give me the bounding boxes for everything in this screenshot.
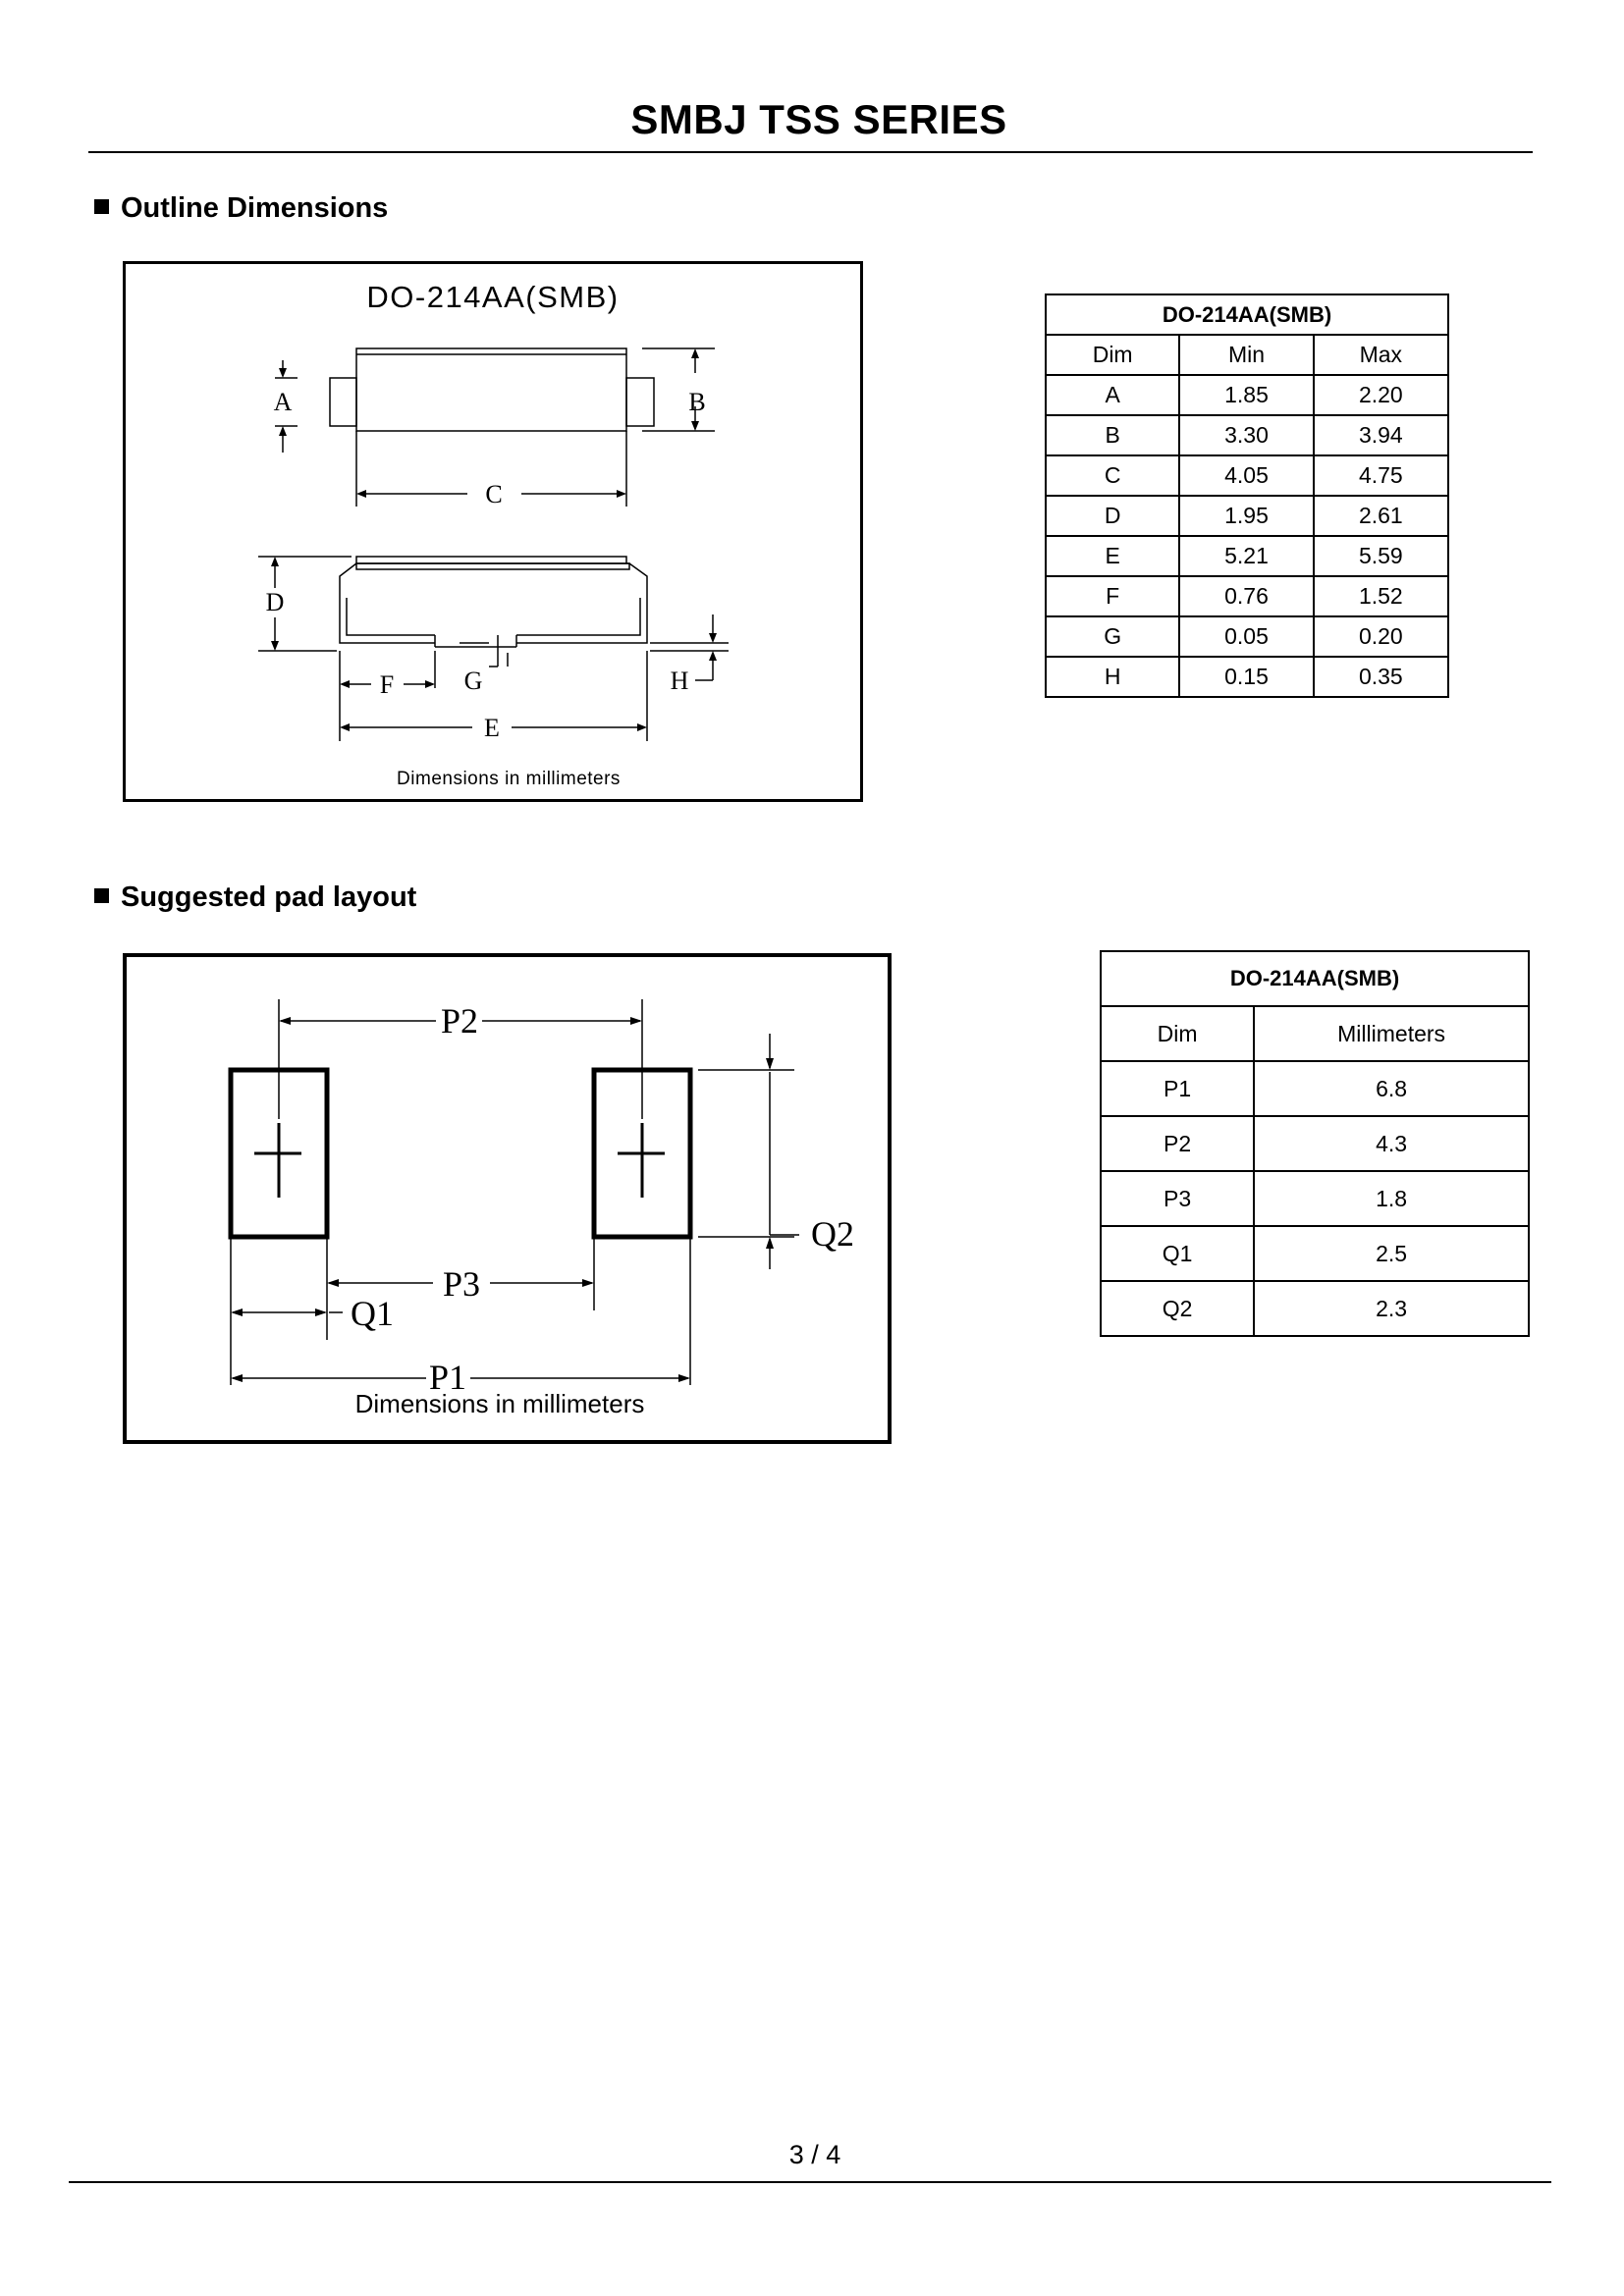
cell-dim: H	[1046, 657, 1179, 697]
column-header: Dim	[1046, 335, 1179, 375]
cell-mm: 4.3	[1254, 1116, 1529, 1171]
table-row	[1046, 496, 1448, 536]
cell-min: 1.95	[1179, 496, 1313, 536]
table-header-row	[1046, 335, 1448, 375]
footer-rule	[69, 2181, 1551, 2183]
cell-mm: 2.5	[1254, 1226, 1529, 1281]
label-c: C	[485, 480, 503, 508]
cell-min: 5.21	[1179, 536, 1313, 576]
cell-dim: E	[1046, 536, 1179, 576]
label-h: H	[670, 667, 689, 695]
cell-min: 3.30	[1179, 415, 1313, 455]
cell-mm: 2.3	[1254, 1281, 1529, 1336]
cell-min: 0.15	[1179, 657, 1313, 697]
package-label: DO-214AA(SMB)	[366, 280, 620, 314]
cell-min: 0.05	[1179, 616, 1313, 657]
label-a: A	[273, 388, 293, 416]
page-title: SMBJ TSS SERIES	[630, 96, 1007, 142]
cell-max: 0.20	[1314, 616, 1448, 657]
cell-min: 4.05	[1179, 455, 1313, 496]
cell-dim: P1	[1101, 1061, 1254, 1116]
square-bullet-icon	[94, 888, 109, 903]
page-number: 3 / 4	[788, 2140, 841, 2169]
table-row	[1101, 1226, 1529, 1281]
pad-drawing	[127, 957, 888, 1440]
pad-heading-text: Suggested pad layout	[121, 881, 417, 913]
outline-figure	[123, 261, 863, 802]
cell-min: 0.76	[1179, 576, 1313, 616]
pad-dimensions-table	[1100, 950, 1530, 1337]
table-row	[1046, 536, 1448, 576]
cell-max: 1.52	[1314, 576, 1448, 616]
outline-footnote: Dimensions in millimeters	[397, 769, 621, 789]
cell-max: 0.35	[1314, 657, 1448, 697]
label-p3: P3	[442, 1264, 481, 1304]
table-row	[1101, 1281, 1529, 1336]
pad-figure	[123, 953, 892, 1444]
cell-dim: A	[1046, 375, 1179, 415]
label-p2: P2	[440, 1001, 479, 1041]
cell-dim: P3	[1101, 1171, 1254, 1226]
cell-dim: F	[1046, 576, 1179, 616]
label-p1: P1	[428, 1358, 467, 1397]
label-q1: Q1	[351, 1294, 394, 1333]
cell-max: 2.61	[1314, 496, 1448, 536]
cell-dim: Q1	[1101, 1226, 1254, 1281]
cell-dim: P2	[1101, 1116, 1254, 1171]
cell-dim: B	[1046, 415, 1179, 455]
table-row	[1046, 576, 1448, 616]
table-header-row	[1101, 1006, 1529, 1061]
cell-dim: G	[1046, 616, 1179, 657]
label-e: E	[484, 714, 500, 742]
outline-heading-text: Outline Dimensions	[121, 192, 389, 224]
table-row	[1046, 375, 1448, 415]
pad-heading	[94, 881, 416, 914]
table-row	[1046, 616, 1448, 657]
table-row	[1101, 1171, 1529, 1226]
table-row	[1046, 657, 1448, 697]
cell-dim: Q2	[1101, 1281, 1254, 1336]
outline-heading	[94, 192, 388, 225]
cell-dim: D	[1046, 496, 1179, 536]
cell-max: 3.94	[1314, 415, 1448, 455]
label-g: G	[463, 667, 483, 695]
label-b: B	[688, 388, 706, 416]
column-header: Min	[1179, 335, 1313, 375]
square-bullet-icon	[94, 199, 109, 214]
cell-mm: 6.8	[1254, 1061, 1529, 1116]
cell-mm: 1.8	[1254, 1171, 1529, 1226]
outline-table-caption: DO-214AA(SMB)	[1046, 294, 1448, 335]
column-header: Max	[1314, 335, 1448, 375]
header-rule	[88, 151, 1533, 153]
label-f: F	[379, 670, 395, 699]
outline-drawing	[126, 264, 860, 799]
table-row	[1046, 415, 1448, 455]
table-row	[1101, 1061, 1529, 1116]
pad-footnote: Dimensions in millimeters	[354, 1389, 645, 1418]
cell-max: 5.59	[1314, 536, 1448, 576]
column-header: Dim	[1101, 1006, 1254, 1061]
cell-min: 1.85	[1179, 375, 1313, 415]
column-header: Millimeters	[1254, 1006, 1529, 1061]
table-row	[1101, 1116, 1529, 1171]
cell-max: 4.75	[1314, 455, 1448, 496]
table-row	[1046, 455, 1448, 496]
label-d: D	[265, 588, 285, 616]
label-q2: Q2	[811, 1214, 854, 1254]
cell-dim: C	[1046, 455, 1179, 496]
cell-max: 2.20	[1314, 375, 1448, 415]
pad-table-caption: DO-214AA(SMB)	[1101, 951, 1529, 1006]
outline-dimensions-table	[1045, 294, 1449, 698]
